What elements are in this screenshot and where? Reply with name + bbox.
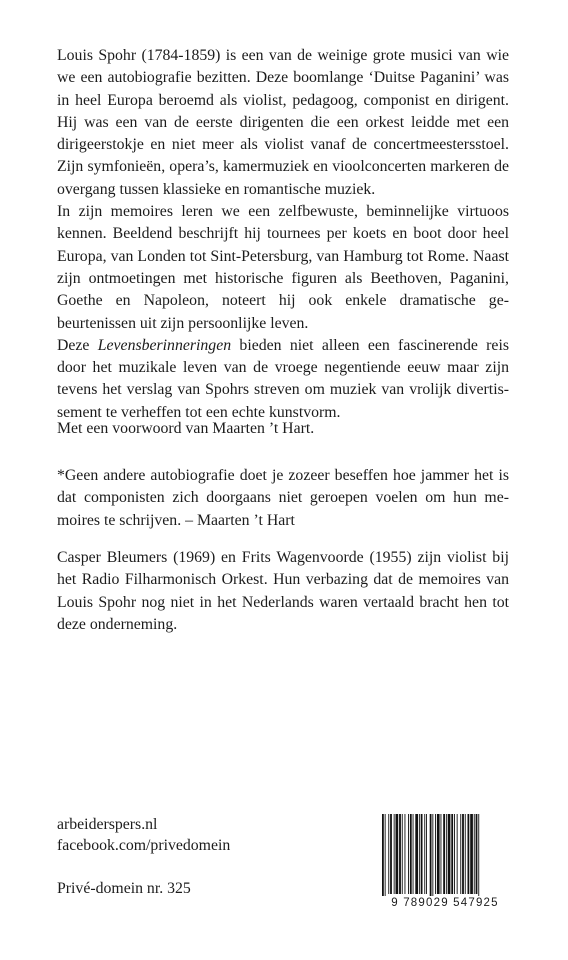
barcode-bar — [424, 814, 425, 894]
barcode-bar — [470, 814, 473, 894]
barcode-bar — [421, 814, 423, 894]
barcode-bar — [390, 814, 392, 894]
barcode-bar — [437, 814, 440, 894]
barcode-bar — [432, 814, 433, 900]
barcode-bar — [454, 814, 455, 894]
translators-bio — [57, 547, 509, 636]
barcode-bar — [451, 814, 453, 894]
barcode-bar — [382, 814, 384, 900]
barcode-bar — [405, 814, 406, 894]
barcode-bars — [378, 812, 512, 900]
translators-text: Casper Bleumers (1969) en Frits Wagenvoorde (1955) zijn violist bij het Radio Filharmonisch Orkest. Hun verbazing dat de memoires van Louis Spohr nog niet in het Nederlands waren vertaald bracht hen tot deze onderneming. — [57, 549, 509, 633]
description-p3-end: bieden niet alleen een fascinerende reis door het muzikale leven van de vroege negentiende eeuw maar zijn tevens het verslag van Spohrs streven om muziek van vrolijk divertissement te verheffen tot een echte kunstvorm. — [57, 336, 509, 421]
barcode-bar — [410, 814, 412, 894]
book-title-italic: Levensberinneringen — [97, 336, 232, 354]
barcode-bar — [408, 814, 409, 894]
barcode-bar — [426, 814, 427, 894]
barcode-number: 9 789029 547925 — [378, 896, 512, 910]
barcode-bar — [474, 814, 475, 894]
barcode-bar — [435, 814, 436, 894]
foreword-note — [57, 418, 509, 440]
barcode-bar — [396, 814, 399, 894]
barcode-bar — [476, 814, 478, 894]
publisher-links — [57, 814, 230, 856]
barcode-bar — [446, 814, 447, 894]
description-p3-start: Deze — [57, 336, 98, 354]
barcode-bar — [457, 814, 458, 894]
barcode-bar — [478, 814, 479, 900]
isbn-barcode — [378, 812, 512, 912]
book-description — [57, 45, 509, 424]
barcode-bar — [402, 814, 403, 894]
description-paragraph-1: Louis Spohr (1784-1859) is een van de weinige grote musici van wie we een autobiografie bezitten. Deze boomlange ‘Duitse Paganini’ was in heel Europa beroemd als violist, pedagoog, componist en dirigent. Hij was een van de eerste dirigenten die een orkest leidde met een dirigeerstokje en niet meer als violist vanaf de concertmeestersstoel. Zijn symfonieën, opera’s, kamermuziek en vioolconcerten markeren de overgang tussen klassieke en romantische muziek. — [57, 47, 509, 198]
description-paragraph-2: In zijn memoires leren we een zelfbewuste, beminnelijke virtuoos kennen. Beeldend beschrijft hij tournees per koets en boot door heel Europa, van Londen tot Sint-Petersburg, van Hamburg tot Rome. Naast zijn ontmoetingen met historische figuren als Beethoven, Paganini, Goethe en Napoleon, noteert hij ook enkele dramatische gebeurtenissen uit zijn persoonlijke leven. — [57, 203, 509, 332]
quote-block — [57, 465, 509, 532]
barcode-bar — [460, 814, 461, 894]
barcode-bar — [394, 814, 395, 894]
barcode-bar — [448, 814, 451, 894]
foreword-text: Met een voorwoord van Maarten ’t Hart. — [57, 420, 315, 437]
barcode-bar — [385, 814, 386, 900]
barcode-bar — [441, 814, 442, 894]
barcode-bar — [419, 814, 420, 894]
quote-text: *Geen andere autobiografie doet je zozeer beseffen hoe jammer het is dat componisten zich doorgaans niet geroepen voelen om hun memoires te schrijven. – Maarten ’t Hart — [57, 467, 509, 529]
barcode-bar — [430, 814, 432, 900]
series-number: Privé-domein nr. 325 — [57, 880, 191, 897]
barcode-bar — [468, 814, 470, 894]
barcode-bar — [465, 814, 466, 894]
barcode-bar — [415, 814, 418, 894]
barcode-bar — [462, 814, 464, 894]
barcode-bar — [413, 814, 414, 894]
barcode-bar — [399, 814, 401, 894]
description-paragraph-3 — [57, 335, 509, 424]
barcode-bar — [388, 814, 389, 894]
website-link[interactable]: arbeiderspers.nl — [57, 816, 158, 833]
facebook-link[interactable]: facebook.com/privedomein — [57, 837, 231, 854]
barcode-bar — [443, 814, 445, 894]
